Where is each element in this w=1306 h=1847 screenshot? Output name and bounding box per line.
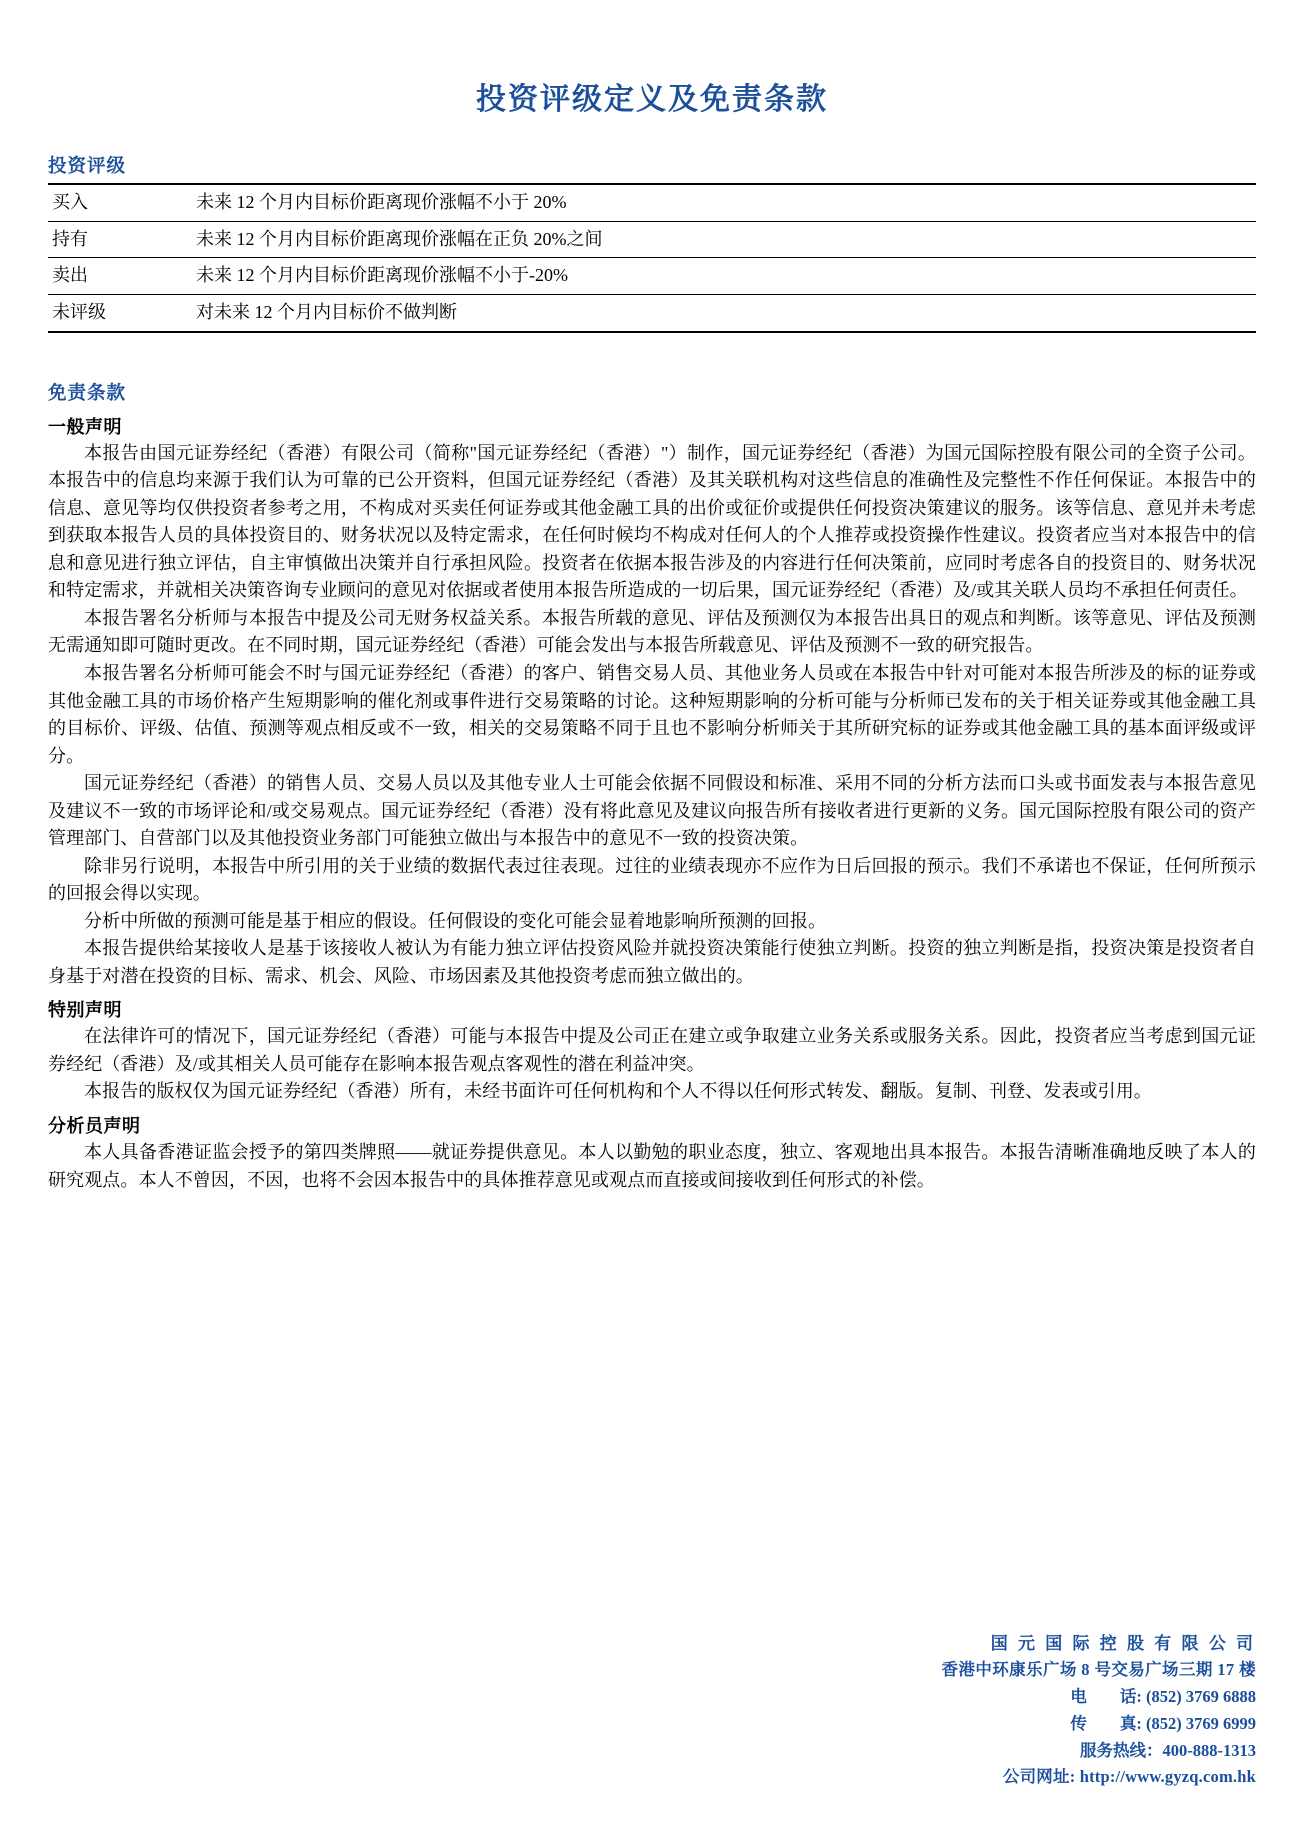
- rating-label: 未评级: [48, 295, 190, 332]
- paragraph-general-5: 除非另行说明，本报告中所引用的关于业绩的数据代表过往表现。过往的业绩表现亦不应作为日后回报的预示。我们不承诺也不保证，任何所预示的回报会得以实现。: [48, 855, 1256, 904]
- footer-hotline: 服务热线：400-888-1313: [1080, 1740, 1256, 1760]
- table-row: [48, 295, 1256, 332]
- footer-company-name: 国 元 国 际 控 股 有 限 公 司: [990, 1633, 1256, 1653]
- subheading-analyst-statement: 分析员声明: [48, 1115, 141, 1136]
- footer-fax: 传 真: (852) 3769 6999: [1070, 1713, 1256, 1733]
- subheading-special-statement: 特别声明: [48, 1000, 122, 1021]
- footer-contact-block: [942, 1630, 1256, 1791]
- section-heading-disclaimer: 免责条款: [48, 383, 127, 404]
- table-row: [48, 258, 1256, 295]
- paragraph-analyst-1: 本人具备香港证监会授予的第四类牌照——就证券提供意见。本人以勤勉的职业态度，独立、客观地出具本报告。本报告清晰准确地反映了本人的研究观点。本人不曾因，不因，也将不会因本报告中的具体推荐意见或观点而直接或间接收到任何形式的补偿。: [48, 1141, 1256, 1190]
- page-title: 投资评级定义及免责条款: [476, 83, 828, 116]
- paragraph-special-1: 在法律许可的情况下，国元证券经纪（香港）可能与本报告中提及公司正在建立或争取建立业务关系或服务关系。因此，投资者应当考虑到国元证券经纪（香港）及/或其相关人员可能存在影响本报告观点客观性的潜在利益冲突。: [48, 1026, 1256, 1074]
- subheading-general-statement: 一般声明: [48, 416, 122, 437]
- paragraph-general-2: 本报告署名分析师与本报告中提及公司无财务权益关系。本报告所载的意见、评估及预测仅为本报告出具日的观点和判断。该等意见、评估及预测无需通知即可随时更改。在不同时期，国元证券经纪（香港）可能会发出与本报告所载意见、评估及预测不一致的研究报告。: [48, 607, 1256, 656]
- table-row: [48, 184, 1256, 221]
- paragraph-special-2: 本报告的版权仅为国元证券经纪（香港）所有，未经书面许可任何机构和个人不得以任何形式转发、翻版。复制、刊登、发表或引用。: [84, 1081, 1152, 1102]
- rating-label: 卖出: [48, 258, 190, 295]
- paragraph-general-3: 本报告署名分析师可能会不时与国元证券经纪（香港）的客户、销售交易人员、其他业务人员或在本报告中针对可能对本报告所涉及的标的证券或其他金融工具的市场价格产生短期影响的催化剂或事件进行交易策略的讨论。这种短期影响的分析可能与分析师已发布的关于相关证券或其他金融工具的目标价、评级、估值、预测等观点相反或不一致，相关的交易策略不同于且也不影响分析师关于其所研究标的证券或其他金融工具的基本面评级或评分。: [48, 663, 1256, 766]
- paragraph-general-6: 分析中所做的预测可能是基于相应的假设。任何假设的变化可能会显着地影响所预测的回报。: [84, 910, 827, 931]
- rating-description: 未来 12 个月内目标价距离现价涨幅不小于 20%: [190, 184, 1256, 221]
- table-row: [48, 221, 1256, 258]
- footer-website[interactable]: 公司网址: http://www.gyzq.com.hk: [1002, 1767, 1256, 1787]
- rating-label: 持有: [48, 221, 190, 258]
- rating-label: 买入: [48, 184, 190, 221]
- footer-phone: 电 话: (852) 3769 6888: [1070, 1687, 1256, 1707]
- rating-definition-table: [48, 183, 1256, 333]
- paragraph-general-4: 国元证券经纪（香港）的销售人员、交易人员以及其他专业人士可能会依据不同假设和标准、采用不同的分析方法而口头或书面发表与本报告意见及建议不一致的市场评论和/或交易观点。国元证券经纪（香港）没有将此意见及建议向报告所有接收者进行更新的义务。国元国际控股有限公司的资产管理部门、自营部门以及其他投资业务部门可能独立做出与本报告中的意见不一致的投资决策。: [48, 773, 1256, 849]
- rating-description: 未来 12 个月内目标价距离现价涨幅在正负 20%之间: [190, 221, 1256, 258]
- section-heading-rating: 投资评级: [48, 157, 127, 177]
- paragraph-general-1: 本报告由国元证券经纪（香港）有限公司（简称"国元证券经纪（香港）"）制作，国元证券经纪（香港）为国元国际控股有限公司的全资子公司。本报告中的信息均来源于我们认为可靠的已公开资料，但国元证券经纪（香港）及其关联机构对这些信息的准确性及完整性不作任何保证。本报告中的信息、意见等均仅供投资者参考之用，不构成对买卖任何证券或其他金融工具的出价或征价或提供任何投资决策建议的服务。该等信息、意见并未考虑到获取本报告人员的具体投资目的、财务状况以及特定需求，在任何时候均不构成对任何人的个人推荐或投资操作性建议。投资者应当对本报告中的信息和意见进行独立评估，自主审慎做出决策并自行承担风险。投资者在依据本报告涉及的内容进行任何决策前，应同时考虑各自的投资目的、财务状况和特定需求，并就相关决策咨询专业顾问的意见对依据或者使用本报告所造成的一切后果，国元证券经纪（香港）及/或其关联人员均不承担任何责任。: [48, 442, 1256, 601]
- paragraph-general-7: 本报告提供给某接收人是基于该接收人被认为有能力独立评估投资风险并就投资决策能行使独立判断。投资的独立判断是指，投资决策是投资者自身基于对潜在投资的目标、需求、机会、风险、市场因素及其他投资考虑而独立做出的。: [48, 938, 1256, 986]
- rating-description: 未来 12 个月内目标价距离现价涨幅不小于-20%: [190, 258, 1256, 295]
- footer-address: 香港中环康乐广场 8 号交易广场三期 17 楼: [941, 1660, 1256, 1680]
- rating-description: 对未来 12 个月内目标价不做判断: [190, 295, 1256, 332]
